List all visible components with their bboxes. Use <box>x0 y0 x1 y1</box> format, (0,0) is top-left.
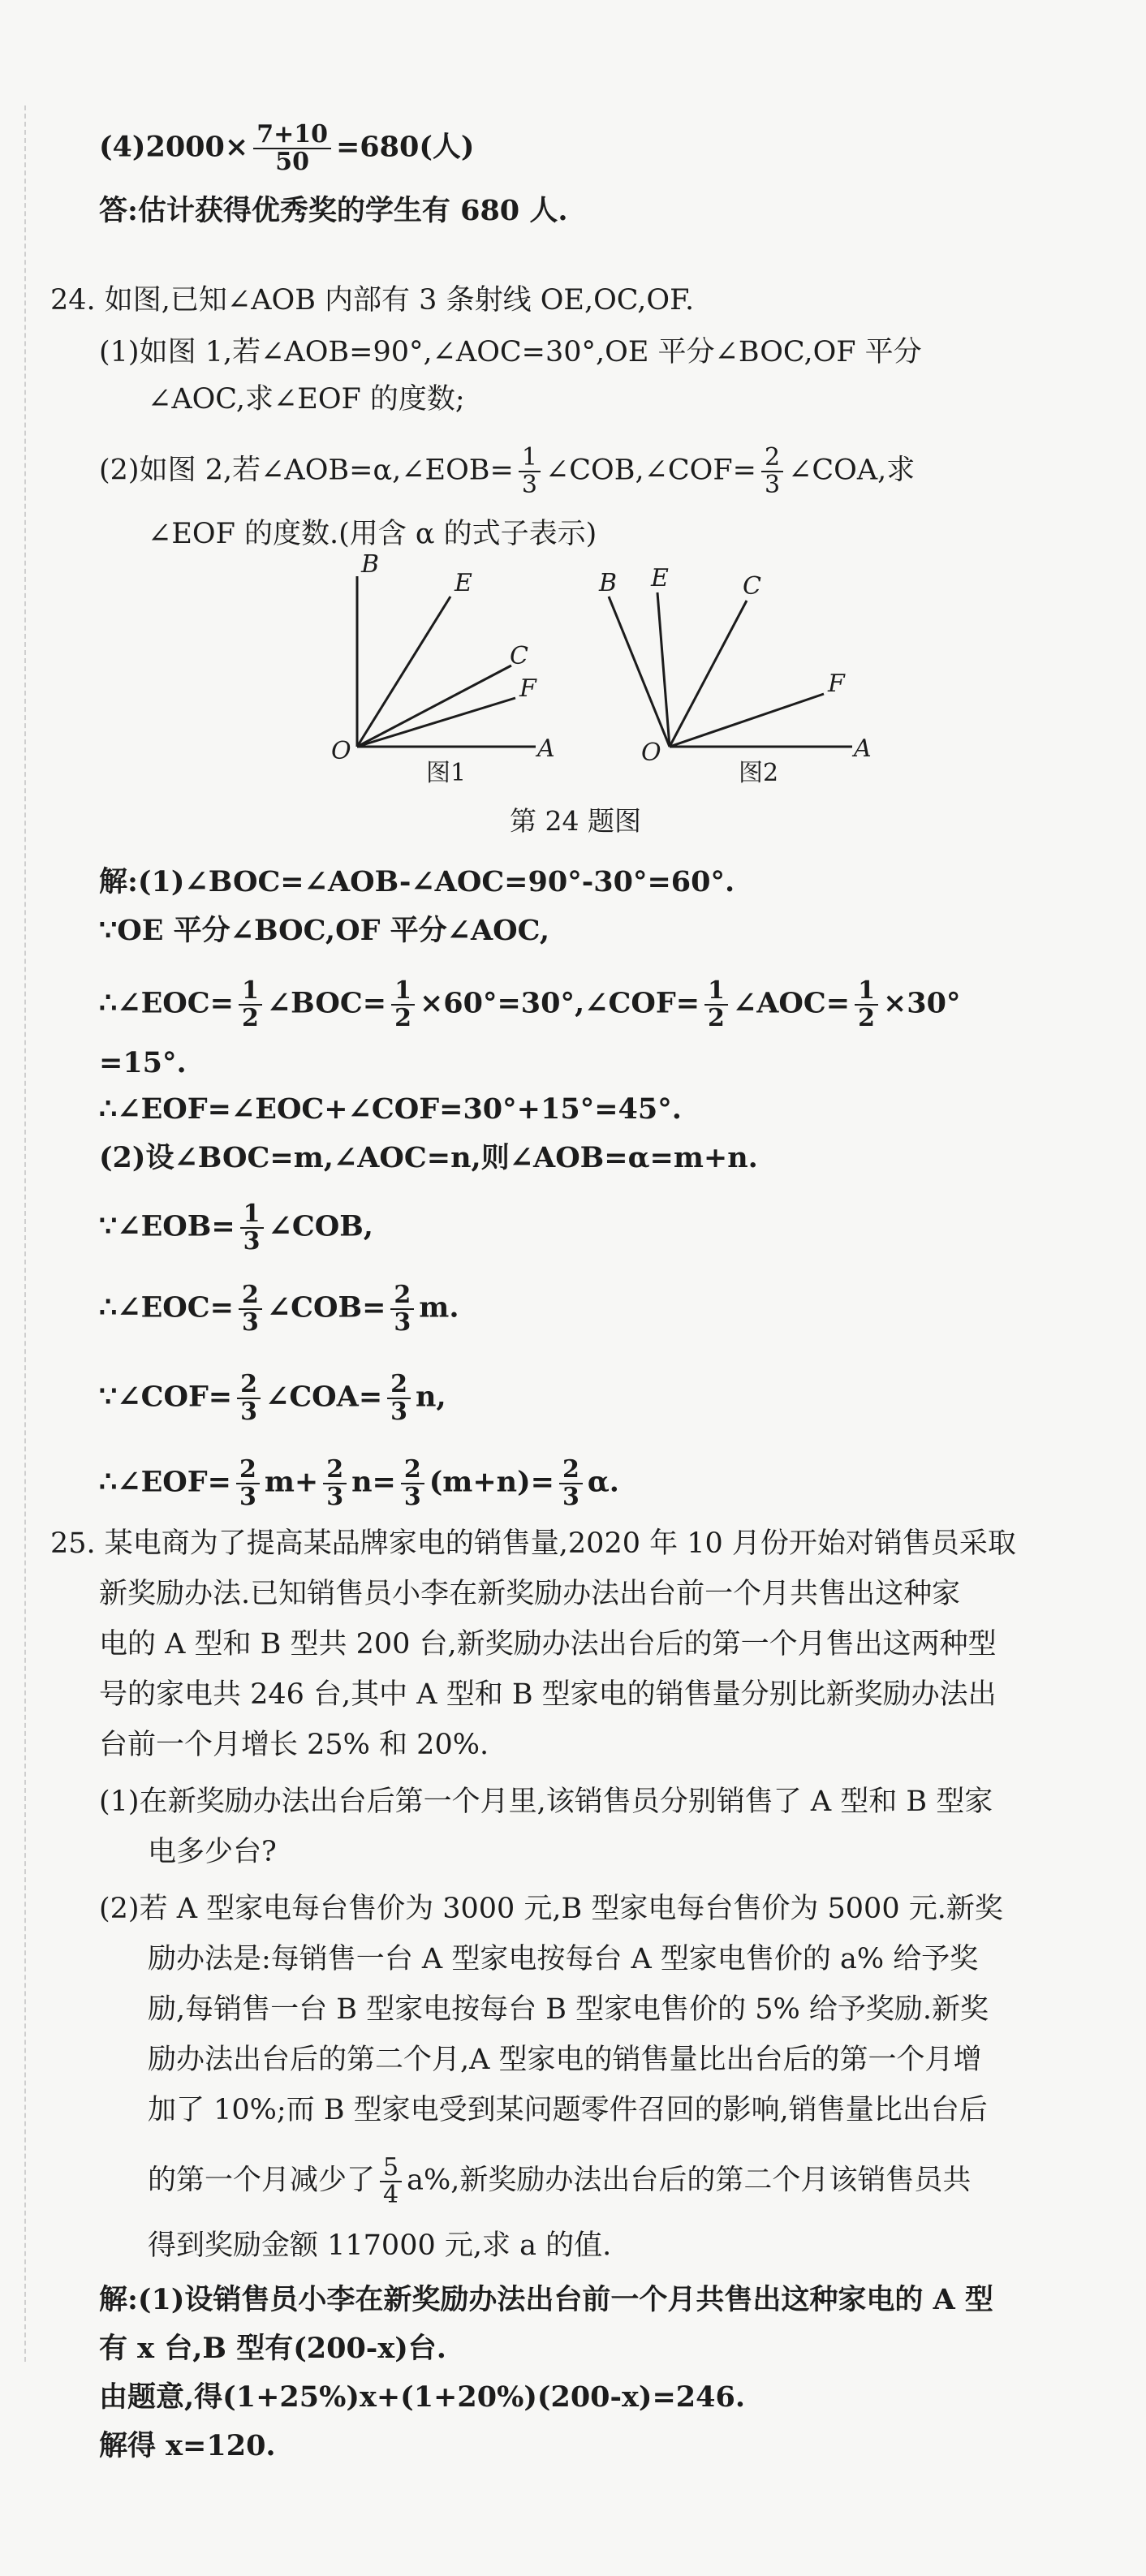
q25-line3: 电的 A 型和 B 型共 200 台,新奖励办法出台后的第一个月售出这两种型 <box>99 1628 997 1661</box>
fig2-label-E: E <box>651 564 669 592</box>
sol24-l10-e: α. <box>587 1465 619 1499</box>
q25-line6: (1)在新奖励办法出台后第一个月里,该销售员分别销售了 A 型和 B 型家 <box>99 1786 993 1818</box>
q24-figures <box>317 552 885 795</box>
q24-part2-line2: ∠EOF 的度数.(用含 α 的式子表示) <box>148 518 597 550</box>
fraction <box>519 445 541 498</box>
numerator: 2 <box>236 1457 260 1484</box>
fig1-label-B: B <box>361 552 380 579</box>
fraction <box>239 1282 262 1336</box>
sol24-l3-b: ∠BOC= <box>266 986 387 1020</box>
sol24-l3-e: ×30° <box>882 986 961 1020</box>
figure-2 <box>609 592 852 747</box>
denominator: 50 <box>275 148 309 176</box>
sol24-line1: 解:(1)∠BOC=∠AOB-∠AOC=90°-30°=60°. <box>99 865 735 898</box>
answer-line: 答:估计获得优秀奖的学生有 680 人. <box>99 194 568 227</box>
fraction <box>390 1282 414 1336</box>
q25-line10: 励,每销售一台 B 型家电按每台 B 型家电售价的 5% 给予奖励.新奖 <box>148 1993 989 2026</box>
fraction <box>387 1372 411 1425</box>
q25-line1: 25. 某电商为了提高某品牌家电的销售量,2020 年 10 月份开始对销售员采取 <box>50 1527 1016 1560</box>
fraction <box>240 1201 264 1255</box>
fraction <box>761 445 783 498</box>
fraction <box>380 2155 402 2208</box>
sol24-l8-a: ∴∠EOC= <box>99 1290 234 1325</box>
denominator: 3 <box>326 1483 344 1511</box>
denominator: 3 <box>243 1227 261 1256</box>
fraction <box>253 122 331 175</box>
q25-line4: 号的家电共 246 台,其中 A 型和 B 型家电的销售量分别比新奖励办法出 <box>99 1678 997 1711</box>
fraction <box>391 978 415 1032</box>
fraction <box>704 978 728 1032</box>
sol24-l9-b: ∠COA= <box>265 1380 383 1414</box>
q25-line14: 得到奖励金额 117000 元,求 a 的值. <box>148 2229 612 2262</box>
figure-title: 第 24 题图 <box>510 805 641 837</box>
q24-stem <box>50 282 694 318</box>
numerator: 2 <box>387 1372 411 1399</box>
q25-line2: 新奖励办法.已知销售员小李在新奖励办法出台前一个月共售出这种家 <box>99 1578 961 1610</box>
fraction <box>236 1457 260 1510</box>
numerator: 2 <box>401 1457 424 1484</box>
fraction <box>237 1372 261 1425</box>
fig1-caption: 图1 <box>426 759 467 787</box>
fig1-label-F: F <box>519 674 536 703</box>
sol24-line10 <box>99 1457 619 1510</box>
calc-prefix: (4)2000× <box>99 130 249 164</box>
fraction <box>855 978 878 1032</box>
q25-l13-b: a%,新奖励办法出台后的第二个月该销售员共 <box>407 2164 972 2197</box>
q24-part2-b: ∠COB,∠COF= <box>545 454 756 487</box>
denominator: 2 <box>858 1004 875 1032</box>
binding-margin-line <box>24 106 26 2362</box>
ray-OE <box>357 597 450 747</box>
numerator: 5 <box>380 2155 402 2182</box>
sol24-l10-d: (m+n)= <box>429 1465 554 1499</box>
fig2-label-A: A <box>854 734 872 763</box>
fig2-label-O: O <box>641 739 661 767</box>
sol24-l3-c: ×60°=30°,∠COF= <box>419 986 700 1020</box>
q24-part2-c: ∠COA,求 <box>788 454 916 487</box>
sol25-line3: 由题意,得(1+25%)x+(1+20%)(200-x)=246. <box>99 2380 746 2414</box>
denominator: 3 <box>239 1483 256 1511</box>
sol24-l8-c: m. <box>419 1290 459 1325</box>
denominator: 3 <box>390 1398 408 1426</box>
fig2-label-C: C <box>743 572 761 601</box>
fraction <box>559 1457 583 1510</box>
sol24-line8 <box>99 1282 459 1336</box>
numerator: 7+10 <box>253 122 331 149</box>
fraction <box>239 978 262 1032</box>
denominator: 3 <box>241 1308 259 1337</box>
fraction <box>323 1457 347 1510</box>
numerator: 1 <box>239 978 262 1006</box>
numerator: 2 <box>559 1457 583 1484</box>
denominator: 3 <box>403 1483 421 1511</box>
denominator: 3 <box>562 1483 579 1511</box>
numerator: 2 <box>239 1282 262 1310</box>
q25-line9: 励办法是:每销售一台 A 型家电按每台 A 型家电售价的 a% 给予奖 <box>148 1943 979 1975</box>
q25-l13-a: 的第一个月减少了 <box>148 2164 376 2197</box>
denominator: 2 <box>708 1004 725 1032</box>
fig1-label-A: A <box>537 734 555 763</box>
calc-suffix: =680(人) <box>335 130 475 164</box>
sol24-l9-c: n, <box>416 1380 446 1414</box>
q24-part2-a: (2)如图 2,若∠AOB=α,∠EOB= <box>99 454 514 487</box>
q25-line13 <box>148 2155 971 2208</box>
numerator: 1 <box>240 1201 264 1229</box>
sol24-l10-c: n= <box>351 1465 396 1499</box>
sol24-l10-b: m+ <box>264 1465 319 1499</box>
denominator: 2 <box>394 1004 411 1032</box>
numerator: 2 <box>390 1282 414 1310</box>
figure-1 <box>357 576 536 747</box>
sol24-l7-b: ∠COB, <box>268 1209 373 1243</box>
numerator: 1 <box>704 978 728 1006</box>
q25-line5: 台前一个月增长 25% 和 20%. <box>99 1729 489 1761</box>
sol24-line6: (2)设∠BOC=m,∠AOC=n,则∠AOB=α=m+n. <box>99 1141 758 1174</box>
sol24-line5: ∴∠EOF=∠EOC+∠COF=30°+15°=45°. <box>99 1092 682 1126</box>
denominator: 3 <box>521 471 537 499</box>
q25-line8: (2)若 A 型家电每台售价为 3000 元,B 型家电每台售价为 5000 元.新奖 <box>99 1893 1003 1925</box>
sol24-line9 <box>99 1372 446 1425</box>
sol25-line1: 解:(1)设销售员小李在新奖励办法出台前一个月共售出这种家电的 A 型 <box>99 2283 993 2316</box>
calc-line <box>99 122 475 175</box>
sol24-l3-a: ∴∠EOC= <box>99 986 234 1020</box>
fig2-label-B: B <box>599 569 618 597</box>
sol24-l3-d: ∠AOC= <box>732 986 851 1020</box>
fig1-label-C: C <box>510 642 528 670</box>
fraction <box>401 1457 424 1510</box>
q25-line11: 励办法出台后的第二个月,A 型家电的销售量比出台后的第一个月增 <box>148 2044 982 2076</box>
fig1-label-O: O <box>331 737 351 765</box>
denominator: 2 <box>241 1004 259 1032</box>
numerator: 1 <box>391 978 415 1006</box>
q24-part2-line1 <box>99 445 915 498</box>
sol24-line7 <box>99 1201 373 1255</box>
sol24-line4: =15°. <box>99 1046 187 1079</box>
denominator: 3 <box>240 1398 257 1426</box>
sol25-line2: 有 x 台,B 型有(200-x)台. <box>99 2332 446 2365</box>
q24-part1-line1: (1)如图 1,若∠AOB=90°,∠AOC=30°,OE 平分∠BOC,OF 平分 <box>99 336 922 368</box>
q25-line12: 加了 10%;而 B 型家电受到某问题零件召回的影响,销售量比出台后 <box>148 2094 988 2126</box>
denominator: 3 <box>764 471 781 499</box>
sol24-l9-a: ∵∠COF= <box>99 1380 233 1414</box>
numerator: 2 <box>761 445 783 472</box>
q24-part1-line2: ∠AOC,求∠EOF 的度数; <box>148 383 465 416</box>
sol24-l8-b: ∠COB= <box>266 1290 386 1325</box>
sol24-line3 <box>99 978 961 1032</box>
q24-stem-text: 24. 如图,已知∠AOB 内部有 3 条射线 OE,OC,OF. <box>50 284 695 317</box>
numerator: 1 <box>519 445 541 472</box>
fig1-label-E: E <box>455 569 472 597</box>
sol25-line4: 解得 x=120. <box>99 2429 276 2462</box>
q25-line7: 电多少台? <box>148 1836 277 1868</box>
numerator: 2 <box>323 1457 347 1484</box>
fig2-caption: 图2 <box>739 759 779 787</box>
denominator: 4 <box>383 2181 399 2209</box>
numerator: 2 <box>237 1372 261 1399</box>
fig2-label-F: F <box>828 670 845 698</box>
sol24-line2: ∵OE 平分∠BOC,OF 平分∠AOC, <box>99 914 550 947</box>
sol24-l10-a: ∴∠EOF= <box>99 1465 231 1499</box>
denominator: 3 <box>394 1308 411 1337</box>
sol24-l7-a: ∵∠EOB= <box>99 1209 235 1243</box>
numerator: 1 <box>855 978 878 1006</box>
